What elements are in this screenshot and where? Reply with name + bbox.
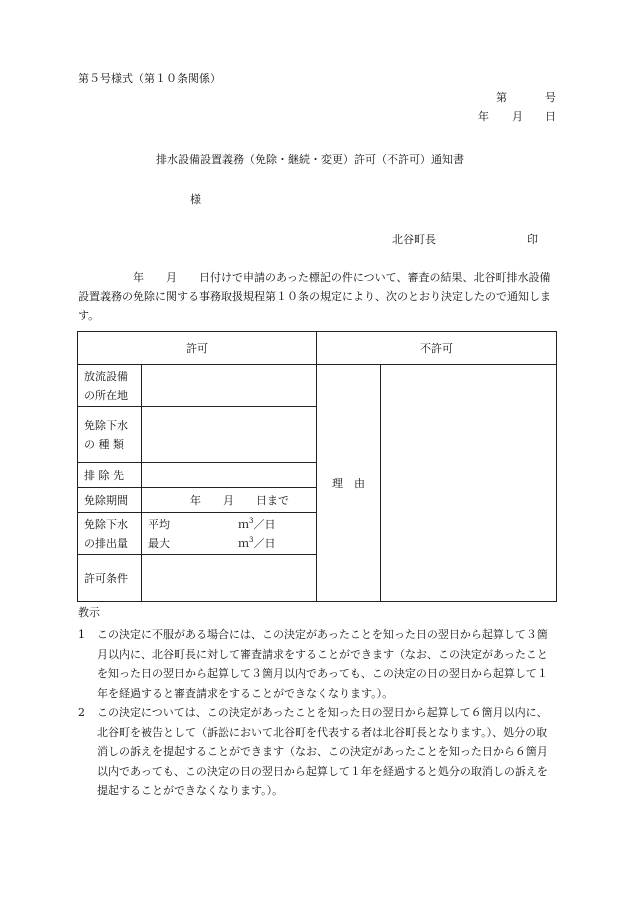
permit-table bbox=[77, 331, 557, 602]
sewage-type-label: 免除下水 の 種 類 bbox=[78, 407, 142, 463]
period-value: 年 月 日まで bbox=[142, 488, 317, 513]
notes-heading: 教示 bbox=[78, 606, 100, 619]
discharge-to-label: 排 除 先 bbox=[78, 463, 142, 488]
denial-header: 不許可 bbox=[317, 332, 557, 365]
document-title: 排水設備設置義務（免除・継続・変更）許可（不許可）通知書 bbox=[156, 153, 464, 166]
date-month: 月 bbox=[512, 110, 523, 123]
note-text-2: この決定については、この決定があったことを知った日の翌日から起算して６箇月以内に、北谷町を被告として（訴訟において北谷町を代表する者は北谷町長となります。）、処分の取消しの訴えを提起することができます（なお、この決定があったことを知った日から６箇月以内であっても、この決定の日の翌日から起算して１年を経過すると処分の取消しの訴えを提起することができなくなります。）。 bbox=[97, 706, 548, 797]
doc-number-go: 号 bbox=[545, 91, 556, 104]
addressee-suffix: 様 bbox=[190, 193, 201, 206]
sewage-type-value[interactable] bbox=[142, 407, 317, 463]
conditions-label: 許可条件 bbox=[78, 555, 142, 602]
reason-label: 理 由 bbox=[317, 365, 381, 602]
body-text: 年 月 日付けで申請のあった標記の件について、審査の結果、北谷町排水設備設置義務の免除に関する事務取扱規程第１０条の規定により、次のとおり決定したので通知します。 bbox=[78, 271, 551, 322]
avg-label: 平均 bbox=[148, 517, 170, 531]
max-label: 最大 bbox=[148, 536, 170, 550]
discharge-amount-value bbox=[142, 513, 317, 555]
date-day: 日 bbox=[545, 110, 556, 123]
note-item-1: 1 この決定に不服がある場合には、この決定があったことを知った日の翌日から起算して３箇月以内に、北谷町長に対して審査請求をすることができます（なお、この決定があったことを知った日の翌日から起算して３箇月以内であっても、この決定の日の翌日から起算して１年を経過すると審査請求をすることができなくなります。）。 bbox=[78, 628, 548, 700]
period-label: 免除期間 bbox=[78, 488, 142, 513]
conditions-value[interactable] bbox=[142, 555, 317, 602]
reason-value[interactable] bbox=[381, 365, 557, 602]
avg-unit: ｍ$^3$／日 bbox=[238, 516, 276, 531]
notes-section bbox=[78, 603, 558, 801]
doc-number-dai: 第 bbox=[496, 91, 507, 104]
discharge-amount-label: 免除下水 の排出量 bbox=[78, 513, 142, 555]
form-label: 第５号様式（第１０条関係） bbox=[78, 72, 221, 85]
note-text-1: この決定に不服がある場合には、この決定があったことを知った日の翌日から起算して３箇月以内に、北谷町長に対して審査請求をすることができます（なお、この決定があったことを知った日の翌日から起算して３箇月以内であっても、この決定の日の翌日から起算して１年を経過すると審査請求をすることができなくなります。）。 bbox=[97, 628, 548, 700]
seal-mark: 印 bbox=[527, 233, 538, 246]
max-unit: ｍ$^3$／日 bbox=[238, 535, 276, 550]
location-label: 放流設備 の所在地 bbox=[78, 365, 142, 407]
permit-header: 許可 bbox=[78, 332, 317, 365]
issuer-name: 北谷町長 bbox=[392, 233, 436, 246]
location-value[interactable] bbox=[142, 365, 317, 407]
discharge-to-value[interactable] bbox=[142, 463, 317, 488]
note-item-2: 2 この決定については、この決定があったことを知った日の翌日から起算して６箇月以内に、北谷町を被告として（訴訟において北谷町を代表する者は北谷町長となります。）、処分の取消しの訴えを提起することができます（なお、この決定があったことを知った日から６箇月以内であっても、この決定の日の翌日から起算して１年を経過すると処分の取消しの訴えを提起することができなくなります。）。 bbox=[78, 706, 548, 797]
date-year: 年 bbox=[478, 110, 489, 123]
